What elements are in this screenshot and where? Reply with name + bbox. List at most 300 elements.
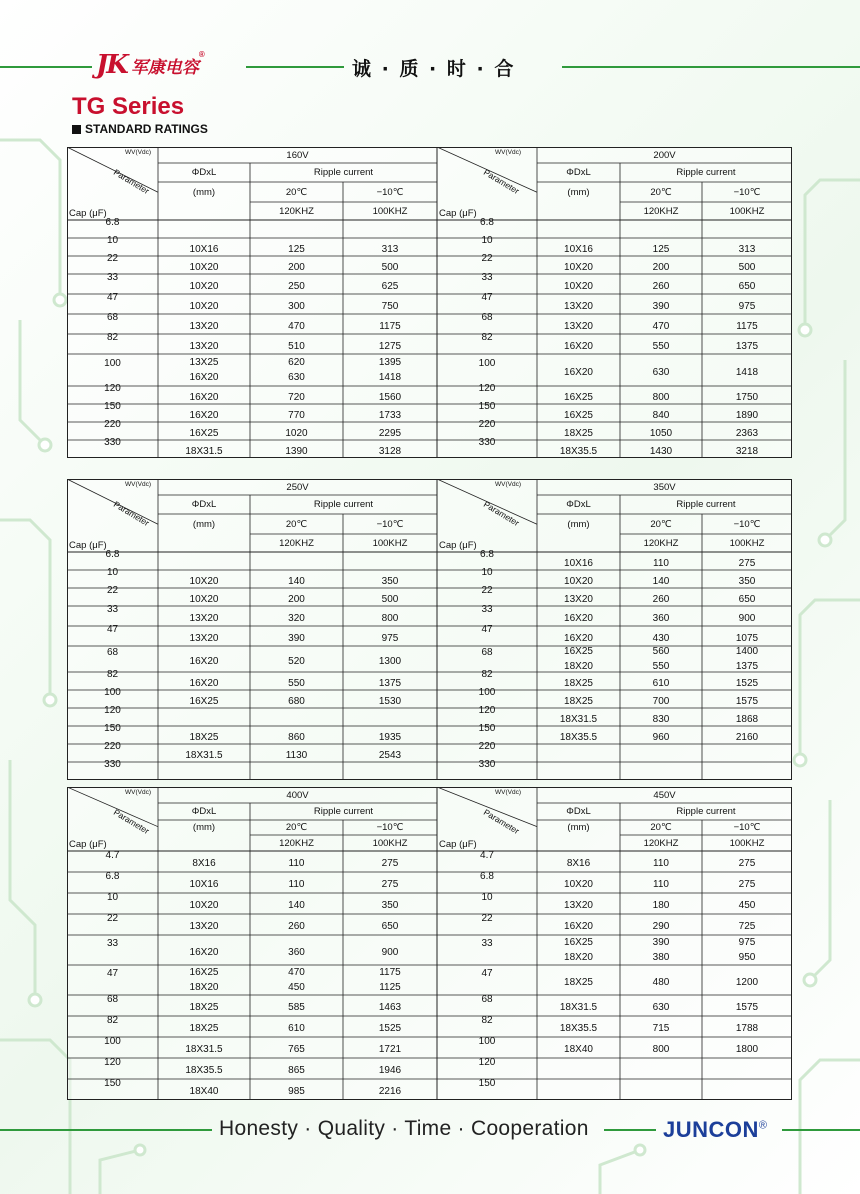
capacitance-cell: 22	[481, 912, 493, 924]
cell-value: 865	[288, 1065, 305, 1076]
ripple-20c-cell	[620, 426, 702, 441]
size-cell	[537, 611, 620, 626]
cell-value: 140	[652, 575, 670, 587]
cell-value: 200	[288, 593, 305, 605]
ripple-20c-cell	[620, 390, 702, 405]
capacitance-cell: 100	[104, 1035, 121, 1047]
size-cell	[537, 919, 620, 934]
ripple-20c-cell	[620, 919, 702, 934]
frequency-120khz-header: 120KHZ	[279, 837, 314, 849]
capacitance-cell: 68	[106, 993, 119, 1005]
cell-value: 650	[738, 280, 756, 292]
cell-value: 10X16	[564, 243, 593, 255]
cell-value: 900	[738, 612, 756, 624]
cell-value: 680	[288, 695, 305, 707]
cell-value: 520	[288, 655, 305, 667]
cell-value: 18X25	[564, 427, 593, 439]
ripple-20c-cell	[250, 355, 343, 385]
cap-label: Cap (μF)	[439, 208, 477, 219]
wv-label: WV(Vdc)	[495, 789, 521, 796]
cell-value: 500	[381, 261, 399, 273]
frequency-100khz-header: 100KHZ	[372, 537, 408, 549]
cell-value: 1130	[285, 749, 308, 761]
chinese-motto: 诚 · 质 · 时 · 合	[352, 58, 516, 80]
cell-value: 470	[652, 320, 670, 332]
ripple-minus10c-cell	[343, 676, 437, 691]
cell-value: 180	[652, 900, 670, 911]
capacitance-cell: 120	[478, 383, 496, 394]
cell-value: 18X35.5	[559, 1023, 598, 1034]
capacitance-cell: 120	[478, 705, 496, 716]
cell-value: 16X20	[564, 632, 593, 644]
ripple-minus10c-cell	[702, 1021, 792, 1036]
ratings-table-3	[67, 787, 792, 1100]
cell-value: 16X20	[189, 677, 219, 689]
ripple-20c-cell	[250, 945, 343, 960]
cell-value: 275	[738, 879, 756, 890]
cell-value: 16X25	[189, 695, 219, 707]
temperature-minus10-header: −10℃	[376, 186, 404, 198]
capacitance-cell: 82	[106, 1014, 119, 1026]
cell-value: 1530	[378, 695, 402, 707]
capacitance-cell: 150	[104, 401, 121, 412]
cell-value: 16X20	[189, 372, 219, 383]
cell-value: 16X20	[189, 946, 219, 958]
ripple-20c-cell	[250, 965, 343, 995]
cell-value: 3128	[378, 445, 402, 457]
capacitance-cell: 100	[104, 687, 121, 698]
ripple-20c-cell	[620, 299, 702, 314]
ripple-minus10c-cell	[702, 856, 792, 871]
cell-value: 16X20	[564, 921, 593, 932]
cell-value: 10X20	[564, 879, 593, 890]
ripple-minus10c-cell	[343, 355, 437, 385]
temperature-20-header: 20℃	[650, 186, 672, 198]
ripple-20c-cell	[250, 919, 343, 934]
capacitance-cell: 6.8	[105, 549, 120, 560]
cell-value: 770	[288, 409, 305, 421]
cell-value: 13X25	[189, 357, 219, 368]
cell-value: 1788	[735, 1023, 759, 1034]
frequency-120khz-header: 120KHZ	[279, 537, 314, 549]
dimension-header: ΦDxL	[191, 806, 217, 817]
cell-value: 1300	[378, 655, 402, 667]
ripple-20c-cell	[620, 574, 702, 589]
capacitance-cell: 33	[481, 938, 493, 949]
ripple-20c-cell	[250, 592, 343, 607]
cell-value: 610	[288, 1023, 305, 1034]
ripple-20c-cell	[620, 676, 702, 691]
cell-value: 1430	[649, 445, 673, 457]
ripple-minus10c-cell	[702, 242, 792, 257]
capacitance-cell: 330	[104, 437, 121, 448]
voltage-header: 350V	[653, 481, 676, 493]
capacitance-cell: 47	[106, 968, 119, 979]
ripple-20c-cell	[620, 279, 702, 294]
size-cell	[158, 748, 250, 763]
parameter-label: Parameter	[111, 807, 152, 837]
capacitance-cell: 22	[481, 585, 493, 596]
capacitance-cell: 330	[104, 759, 121, 770]
size-cell	[158, 319, 250, 334]
cell-value: 2160	[735, 731, 759, 743]
ripple-minus10c-cell	[702, 279, 792, 294]
cell-value: 18X20	[189, 982, 219, 993]
ripple-20c-cell	[620, 898, 702, 913]
temperature-20-header: 20℃	[285, 822, 308, 833]
parameter-label: Parameter	[481, 167, 522, 197]
cell-value: 13X20	[189, 340, 219, 352]
cell-value: 650	[381, 921, 399, 932]
cell-value: 1400	[735, 646, 759, 657]
capacitance-cell: 330	[478, 759, 496, 770]
cell-value: 2295	[378, 427, 402, 439]
ripple-20c-cell	[250, 1084, 343, 1099]
cell-value: 500	[381, 593, 399, 605]
size-cell	[158, 1063, 250, 1078]
cell-value: 480	[652, 976, 670, 988]
cell-value: 16X25	[189, 967, 219, 978]
cell-value: 700	[652, 695, 670, 707]
square-bullet-icon	[72, 125, 81, 134]
ripple-20c-cell	[250, 611, 343, 626]
temperature-20-header: 20℃	[650, 518, 672, 530]
size-cell	[158, 1021, 250, 1036]
size-cell	[537, 556, 620, 571]
cell-value: 2363	[735, 427, 759, 439]
size-cell	[537, 975, 620, 990]
size-cell	[537, 339, 620, 354]
cap-label: Cap (μF)	[439, 839, 477, 850]
footer-rule-right	[782, 1129, 860, 1131]
ripple-20c-cell	[620, 242, 702, 257]
capacitance-cell: 6.8	[105, 870, 120, 882]
size-cell	[537, 444, 620, 459]
cell-value: 1733	[378, 409, 402, 421]
frequency-120khz-header: 120KHZ	[643, 837, 679, 849]
cell-value: 18X25	[189, 1023, 219, 1034]
cell-value: 1946	[378, 1065, 402, 1076]
dimension-header: ΦDxL	[566, 806, 591, 817]
ripple-20c-cell	[620, 856, 702, 871]
size-cell	[537, 279, 620, 294]
cell-value: 1800	[735, 1044, 759, 1055]
cell-value: 18X31.5	[185, 445, 223, 457]
cell-value: 470	[288, 320, 305, 332]
size-cell	[537, 299, 620, 314]
cell-value: 2543	[378, 749, 402, 761]
cell-value: 725	[738, 921, 756, 932]
mm-unit-header: (mm)	[192, 822, 216, 833]
subtitle-text: STANDARD RATINGS	[85, 122, 208, 136]
mm-unit-header: (mm)	[567, 518, 590, 530]
ripple-minus10c-cell	[343, 242, 437, 257]
cell-value: 350	[381, 575, 399, 587]
size-cell	[537, 694, 620, 709]
cell-value: 1418	[378, 372, 402, 383]
size-cell	[537, 1000, 620, 1015]
size-cell	[158, 390, 250, 405]
size-cell	[158, 1000, 250, 1015]
cell-value: 16X25	[189, 427, 219, 439]
size-cell	[158, 426, 250, 441]
size-cell	[158, 611, 250, 626]
cell-value: 18X20	[564, 952, 593, 963]
frequency-120khz-header: 120KHZ	[643, 205, 679, 217]
cell-value: 1020	[285, 427, 308, 439]
ripple-minus10c-cell	[702, 408, 792, 423]
cell-value: 260	[288, 921, 305, 932]
ripple-20c-cell	[620, 1042, 702, 1057]
capacitance-cell: 22	[481, 253, 493, 264]
ripple-current-header: Ripple current	[313, 806, 374, 817]
cell-value: 900	[381, 946, 399, 958]
ripple-minus10c-cell	[702, 390, 792, 405]
temperature-minus10-header: −10℃	[733, 518, 761, 530]
company-logo	[96, 50, 205, 84]
footer-rule-left	[0, 1129, 212, 1131]
size-cell	[158, 279, 250, 294]
capacitance-cell: 22	[106, 253, 119, 264]
cell-value: 10X20	[189, 280, 219, 292]
cell-value: 1175	[736, 320, 758, 332]
ripple-20c-cell	[250, 676, 343, 691]
size-cell	[158, 444, 250, 459]
capacitance-cell: 120	[478, 1056, 496, 1068]
cell-value: 1395	[378, 357, 402, 368]
cell-value: 18X25	[564, 976, 593, 988]
cell-value: 585	[288, 1002, 305, 1013]
cell-value: 18X31.5	[185, 1044, 223, 1055]
ripple-minus10c-cell	[343, 390, 437, 405]
ripple-minus10c-cell	[343, 408, 437, 423]
size-cell	[158, 408, 250, 423]
size-cell	[158, 1042, 250, 1057]
size-cell	[158, 1084, 250, 1099]
size-cell	[537, 898, 620, 913]
ripple-minus10c-cell	[702, 260, 792, 275]
ripple-current-header: Ripple current	[313, 167, 374, 178]
ripple-current-header: Ripple current	[676, 167, 736, 178]
size-cell	[537, 242, 620, 257]
capacitance-cell: 68	[481, 312, 493, 323]
cell-value: 765	[288, 1044, 305, 1055]
cell-value: 16X20	[189, 409, 219, 421]
ripple-20c-cell	[620, 339, 702, 354]
capacitance-cell: 47	[481, 292, 493, 303]
size-cell	[537, 319, 620, 334]
cell-value: 715	[652, 1023, 670, 1034]
capacitance-cell: 10	[481, 891, 493, 903]
ripple-minus10c-cell	[343, 592, 437, 607]
brand-name: JUNCON	[663, 1117, 759, 1142]
cell-value: 110	[288, 858, 305, 869]
cell-value: 625	[381, 280, 399, 292]
cell-value: 860	[288, 731, 305, 743]
frequency-100khz-header: 100KHZ	[372, 205, 408, 217]
frequency-100khz-header: 100KHZ	[729, 205, 765, 217]
ripple-minus10c-cell	[702, 919, 792, 934]
parameter-label: Parameter	[481, 807, 522, 837]
size-cell	[158, 945, 250, 960]
cell-value: 18X31.5	[559, 713, 598, 725]
logo-registered-mark: ®	[198, 50, 205, 59]
ripple-minus10c-cell	[702, 1042, 792, 1057]
ripple-20c-cell	[250, 654, 343, 669]
voltage-header: 250V	[286, 481, 309, 493]
capacitance-cell: 6.8	[105, 217, 120, 228]
ripple-minus10c-cell	[343, 339, 437, 354]
capacitance-cell: 120	[104, 705, 121, 716]
cell-value: 18X40	[189, 1086, 219, 1097]
page-header	[0, 50, 860, 84]
cell-value: 1525	[735, 677, 759, 689]
capacitance-cell: 47	[481, 624, 493, 635]
cell-value: 8X16	[192, 858, 216, 869]
ripple-20c-cell	[620, 319, 702, 334]
section-subtitle	[72, 122, 208, 136]
cell-value: 560	[652, 646, 670, 657]
ripple-20c-cell	[250, 260, 343, 275]
ripple-minus10c-cell	[343, 611, 437, 626]
size-cell	[158, 260, 250, 275]
ripple-minus10c-cell	[343, 1042, 437, 1057]
frequency-120khz-header: 120KHZ	[643, 537, 679, 549]
ripple-minus10c-cell	[702, 644, 792, 674]
cell-value: 550	[288, 677, 305, 689]
ripple-minus10c-cell	[343, 260, 437, 275]
capacitance-cell: 82	[106, 332, 119, 343]
cell-value: 10X20	[564, 261, 593, 273]
capacitance-cell: 220	[104, 419, 121, 430]
cell-value: 313	[381, 243, 399, 255]
cell-value: 313	[738, 243, 756, 255]
cell-value: 800	[381, 612, 399, 624]
cell-value: 10X20	[189, 593, 219, 605]
ripple-minus10c-cell	[702, 611, 792, 626]
cell-value: 470	[288, 967, 305, 978]
cell-value: 1525	[378, 1023, 402, 1034]
series-title: TG Series	[72, 93, 185, 120]
wv-label: WV(Vdc)	[495, 481, 521, 488]
brand-registered-mark: ®	[758, 1119, 768, 1132]
cell-value: 1560	[378, 391, 402, 403]
cell-value: 10X16	[189, 879, 219, 890]
wv-label: WV(Vdc)	[495, 149, 521, 156]
cell-value: 10X20	[564, 280, 593, 292]
cell-value: 275	[738, 557, 756, 569]
cell-value: 300	[288, 300, 305, 312]
cell-value: 200	[288, 261, 305, 273]
ripple-minus10c-cell	[702, 676, 792, 691]
ripple-20c-cell	[620, 408, 702, 423]
size-cell	[158, 242, 250, 257]
cell-value: 140	[288, 900, 305, 911]
frequency-100khz-header: 100KHZ	[729, 837, 765, 849]
capacitance-cell: 33	[106, 604, 119, 615]
size-cell	[537, 1042, 620, 1057]
ripple-20c-cell	[250, 1042, 343, 1057]
capacitance-cell: 6.8	[480, 870, 494, 882]
capacitance-cell: 150	[478, 723, 496, 734]
capacitance-cell: 82	[481, 669, 493, 680]
ripple-minus10c-cell	[702, 935, 792, 965]
capacitance-cell: 68	[481, 647, 493, 658]
cell-value: 275	[738, 858, 756, 869]
cell-value: 650	[738, 593, 756, 605]
parameter-label: Parameter	[111, 167, 152, 197]
ripple-20c-cell	[250, 856, 343, 871]
capacitance-cell: 150	[104, 1077, 121, 1089]
cell-value: 8X16	[566, 858, 591, 869]
capacitance-cell: 33	[106, 272, 119, 283]
cell-value: 1575	[735, 695, 759, 707]
cell-value: 10X16	[189, 243, 219, 255]
ripple-minus10c-cell	[343, 444, 437, 459]
ripple-20c-cell	[620, 365, 702, 380]
cell-value: 13X20	[189, 320, 219, 332]
ripple-20c-cell	[250, 279, 343, 294]
ripple-minus10c-cell	[702, 592, 792, 607]
cell-value: 18X35.5	[185, 1065, 223, 1076]
cell-value: 18X31.5	[185, 749, 223, 761]
cell-value: 1890	[735, 409, 759, 421]
ripple-20c-cell	[620, 730, 702, 745]
cell-value: 13X20	[189, 612, 219, 624]
cell-value: 720	[288, 391, 305, 403]
cell-value: 1390	[285, 445, 308, 457]
cell-value: 3218	[735, 445, 759, 457]
cell-value: 10X20	[189, 300, 219, 312]
cell-value: 10X20	[564, 575, 593, 587]
ripple-minus10c-cell	[343, 945, 437, 960]
capacitance-cell: 6.8	[480, 217, 494, 228]
cell-value: 1575	[735, 1002, 759, 1013]
size-cell	[537, 592, 620, 607]
temperature-20-header: 20℃	[650, 822, 672, 833]
cap-label: Cap (μF)	[439, 540, 477, 551]
ripple-20c-cell	[250, 339, 343, 354]
capacitance-cell: 220	[478, 741, 496, 752]
cell-value: 13X20	[564, 900, 593, 911]
size-cell	[158, 676, 250, 691]
size-cell	[537, 390, 620, 405]
cell-value: 1200	[735, 976, 759, 988]
cell-value: 500	[738, 261, 756, 273]
capacitance-cell: 220	[104, 741, 121, 752]
cell-value: 550	[652, 340, 670, 352]
size-cell	[537, 1021, 620, 1036]
cell-value: 16X25	[564, 391, 593, 403]
cell-value: 140	[288, 575, 305, 587]
capacitance-cell: 33	[481, 604, 493, 615]
ripple-20c-cell	[620, 975, 702, 990]
cell-value: 1375	[378, 677, 402, 689]
ripple-minus10c-cell	[343, 299, 437, 314]
cell-value: 830	[652, 713, 670, 725]
cell-value: 16X20	[564, 612, 593, 624]
cell-value: 110	[653, 879, 669, 890]
cell-value: 620	[288, 357, 305, 368]
cap-label: Cap (μF)	[69, 839, 107, 850]
capacitance-cell: 47	[481, 968, 493, 979]
dimension-header: ΦDxL	[191, 499, 217, 510]
cap-label: Cap (μF)	[69, 540, 107, 551]
cell-value: 390	[288, 632, 305, 644]
capacitance-cell: 47	[106, 292, 119, 303]
size-cell	[537, 856, 620, 871]
temperature-20-header: 20℃	[285, 186, 308, 198]
